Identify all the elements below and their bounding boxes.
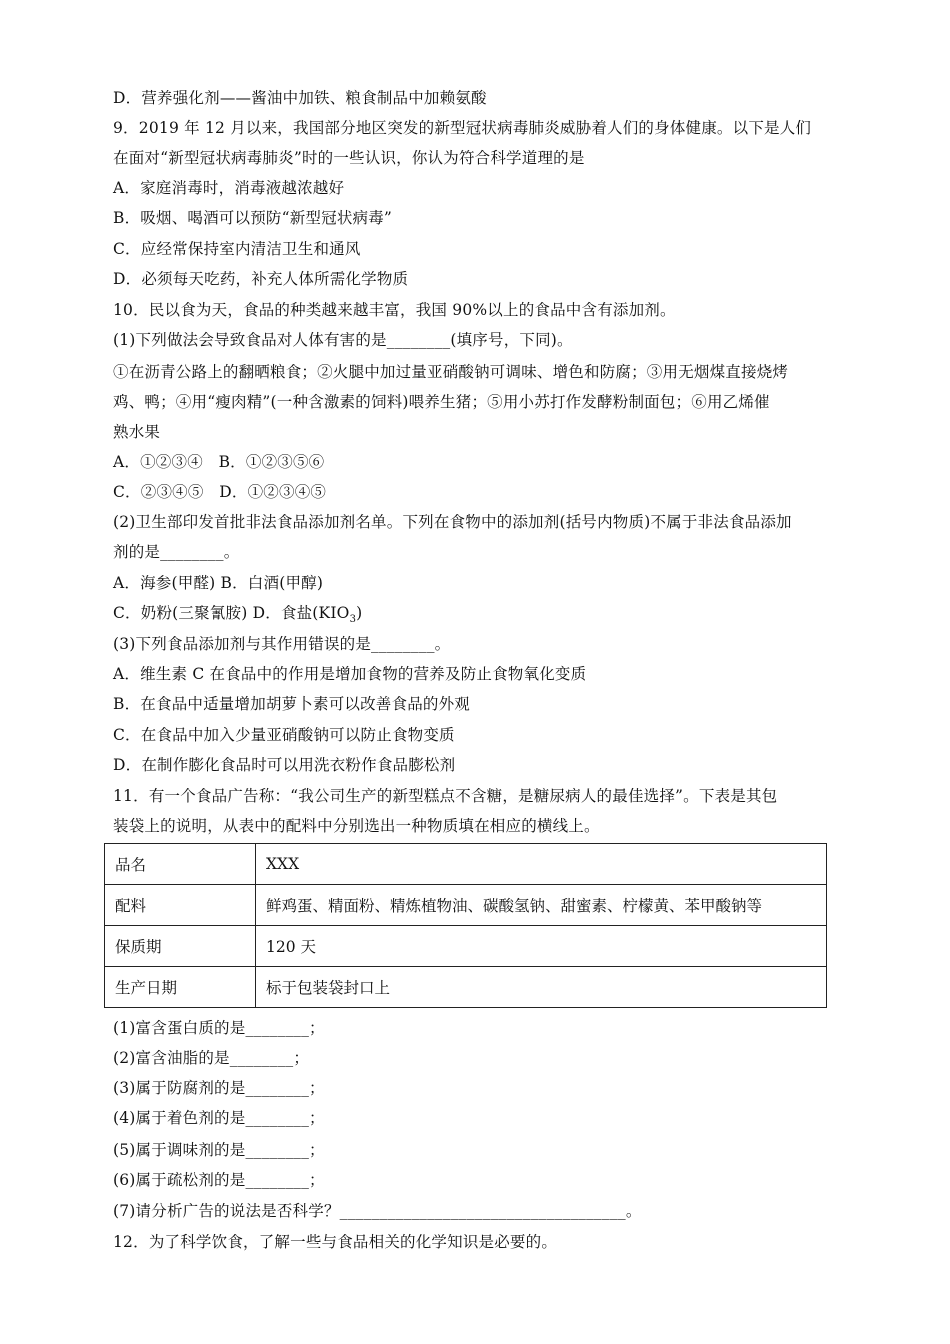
table-key: 配料 [105,885,256,926]
question-10-1-options-ab: A．①②③④ B．①②③⑤⑥ [113,453,325,471]
question-9-line-1: 9．2019 年 12 月以来，我国部分地区突发的新型冠状病毒肺炎威胁着人们的身体健康。以下是人们 [113,119,812,137]
kio3-subscript: 3 [349,614,357,626]
option-9c: C．应经常保持室内清洁卫生和通风 [113,240,361,258]
table-row [105,844,827,885]
question-10-2-options-ab: A．海参(甲醛) B．白酒(甲醇) [113,574,324,592]
question-10-2-line-1: (2)卫生部印发首批非法食品添加剂名单。下列在食物中的添加剂(括号内物质)不属于非法食品添加 [113,513,792,531]
table-key: 生产日期 [105,967,256,1008]
question-11-4: (4)属于着色剂的是________； [113,1109,325,1127]
table-value: XXX [256,844,827,885]
question-11-line-1: 11．有一个食品广告称：“我公司生产的新型糕点不含糖，是糖尿病人的最佳选择”。下表是其包 [113,787,778,805]
table-value: 120 天 [256,926,827,967]
table-value: 鲜鸡蛋、精面粉、精炼植物油、碳酸氢钠、甜蜜素、柠檬黄、苯甲酸钠等 [256,885,827,926]
option-9b: B．吸烟、喝酒可以预防“新型冠状病毒” [113,209,393,227]
package-info-table [104,843,827,1008]
question-11-3: (3)属于防腐剂的是________； [113,1079,325,1097]
question-10-1-options-cd: C．②③④⑤ D．①②③④⑤ [113,483,327,501]
question-12-stem: 12．为了科学饮食，了解一些与食品相关的化学知识是必要的。 [113,1233,558,1251]
table-row [105,967,827,1008]
table-key: 品名 [105,844,256,885]
option-8d: D．营养强化剂——酱油中加铁、粮食制品中加赖氨酸 [113,89,487,107]
question-11-line-2: 装袋上的说明，从表中的配料中分别选出一种物质填在相应的横线上。 [113,817,600,835]
kio3-close: ) [356,604,363,622]
option-9d: D．必须每天吃药，补充人体所需化学物质 [113,270,409,288]
question-11-2: (2)富含油脂的是________； [113,1049,310,1067]
option-10-3b: B．在食品中适量增加胡萝卜素可以改善食品的外观 [113,695,470,713]
table-key: 保质期 [105,926,256,967]
question-9-line-2: 在面对“新型冠状病毒肺炎”时的一些认识，你认为符合科学道理的是 [113,149,585,167]
question-10-1: (1)下列做法会导致食品对人体有害的是________(填序号，下同)。 [113,331,573,349]
table-row [105,926,827,967]
question-10-stem: 10．民以食为天，食品的种类越来越丰富，我国 90%以上的食品中含有添加剂。 [113,301,676,319]
question-10-1-items-line-3: 熟水果 [113,423,161,441]
option-9a: A．家庭消毒时，消毒液越浓越好 [113,179,345,197]
question-10-1-items-line-2: 鸡、鸭；④用“瘦肉精”(一种含激素的饲料)喂养生猪；⑤用小苏打作发酵粉制面包；⑥用乙烯催 [113,393,770,411]
question-10-1-items-line-1: ①在沥青公路上的翻晒粮食；②火腿中加过量亚硝酸钠可调味、增色和防腐；③用无烟煤直接烧烤 [113,363,789,381]
question-11-5: (5)属于调味剂的是________； [113,1141,325,1159]
options-cd-text: C．奶粉(三聚氰胺) D．食盐(KIO [113,604,350,622]
question-10-2-options-cd [113,603,362,630]
question-11-6: (6)属于疏松剂的是________； [113,1171,325,1189]
question-11-1: (1)富含蛋白质的是________； [113,1019,325,1037]
table-row [105,885,827,926]
option-10-3c: C．在食品中加入少量亚硝酸钠可以防止食物变质 [113,726,455,744]
question-10-3: (3)下列食品添加剂与其作用错误的是________。 [113,635,451,653]
question-11-7: (7)请分析广告的说法是否科学？____________________________________。 [113,1202,642,1220]
option-10-3d: D．在制作膨化食品时可以用洗衣粉作食品膨松剂 [113,756,456,774]
table-value: 标于包装袋封口上 [256,967,827,1008]
question-10-2-line-2: 剂的是________。 [113,543,240,561]
option-10-3a: A．维生素 C 在食品中的作用是增加食物的营养及防止食物氧化变质 [113,665,587,683]
